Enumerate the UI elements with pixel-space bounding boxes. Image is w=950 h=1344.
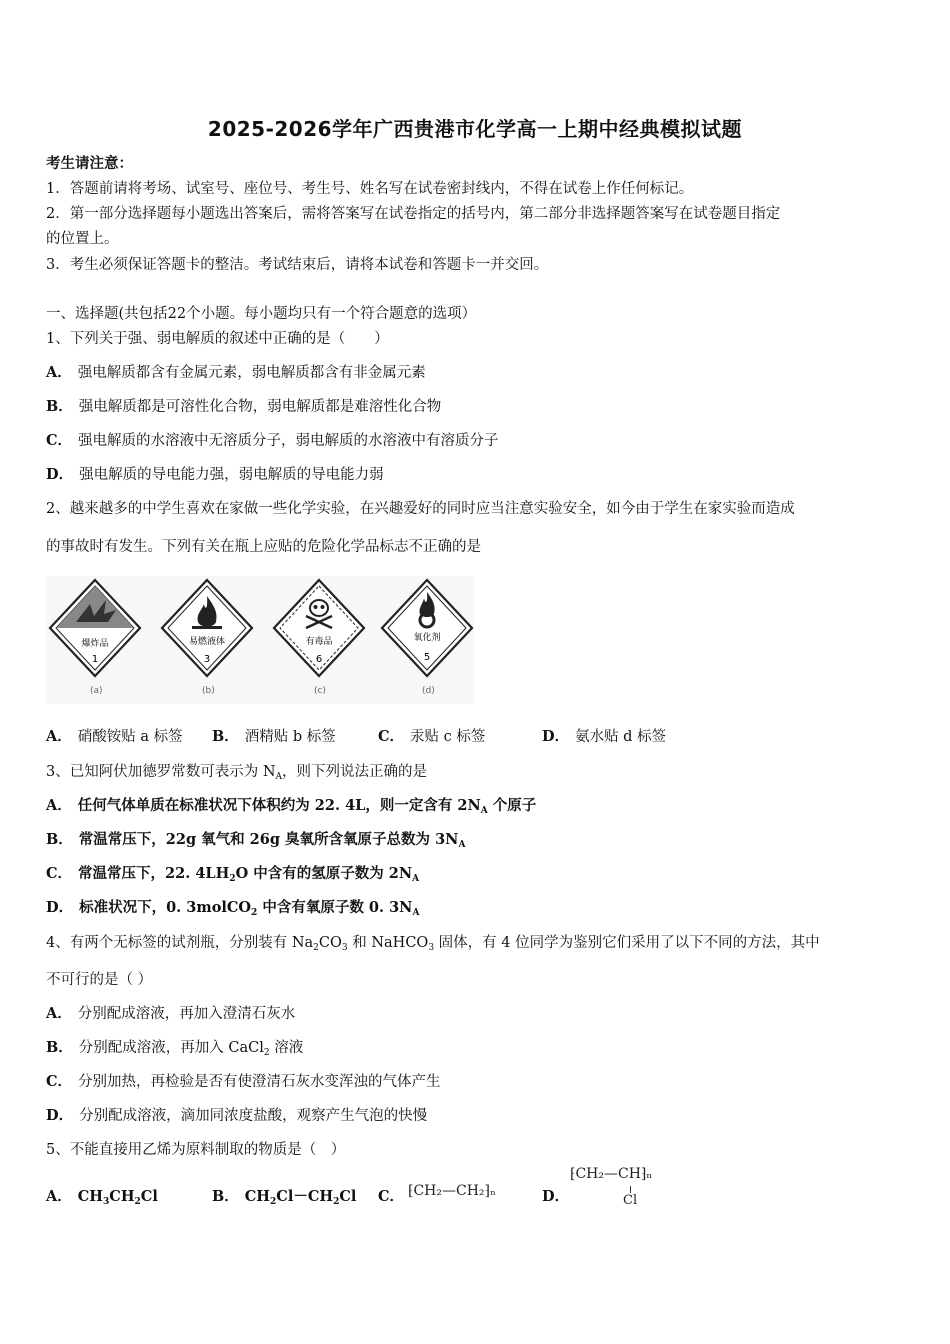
q5-option-b — [212, 1185, 356, 1207]
text-part: CH — [109, 1188, 135, 1205]
notice-item: 3．考生必须保证答题卡的整洁。考试结束后，请将本试卷和答题卡一并交回。 — [46, 257, 549, 273]
option-label: D． — [46, 466, 74, 483]
option-label: A． — [46, 797, 72, 814]
q1-option-b — [46, 395, 441, 416]
q1-option-d — [46, 463, 384, 484]
q5-option-d-formula: ⁅CH₂—CH⁆ₙ — [570, 1166, 653, 1182]
q2-option-c — [378, 725, 485, 746]
subscript: A — [275, 772, 283, 782]
subscript: 3 — [103, 1197, 110, 1207]
question-2-stem-cont: 的事故时有发生。下列有关在瓶上应贴的危险化学品标志不正确的是 — [46, 539, 481, 555]
section-heading: 一、选择题(共包括22个小题。每小题均只有一个符合题意的选项） — [46, 306, 477, 322]
text-part: 4、有两个无标签的试剂瓶，分别装有 Na — [46, 935, 314, 951]
option-label: C． — [46, 865, 73, 882]
option-text: 硝酸铵贴 a 标签 — [77, 729, 183, 745]
option-text: 强电解质都含有金属元素，弱电解质都含有非金属元素 — [77, 365, 426, 381]
q4-option-a — [46, 1002, 295, 1023]
question-1-stem: 1、下列关于强、弱电解质的叙述中正确的是（ ） — [46, 331, 389, 347]
text-part: CO — [318, 935, 342, 951]
text-part: 和 NaHCO — [347, 935, 429, 951]
q1-option-c — [46, 429, 499, 450]
text-part: O 中含有的氢原子数为 2N — [235, 865, 413, 882]
option-text: 汞贴 c 标签 — [410, 729, 486, 745]
option-label: A． — [46, 364, 72, 381]
q4-option-c — [46, 1070, 441, 1091]
option-text: 强电解质都是可溶性化合物，弱电解质都是难溶性化合物 — [78, 399, 442, 415]
subscript: 2 — [229, 874, 236, 884]
subscript: 3 — [428, 943, 435, 953]
q3-option-c — [46, 862, 419, 884]
question-3-stem — [46, 760, 427, 782]
option-text: 酒精贴 b 标签 — [244, 729, 336, 745]
notice-item: 2．第一部分选择题每小题选出答案后，需将答案写在试卷指定的括号内，第二部分非选择题答案写在试卷题目指定 — [46, 206, 781, 222]
text-part: 中含有氧原子数 0. 3N — [257, 899, 413, 916]
sign-number: 6 — [315, 654, 323, 665]
sign-number: 3 — [203, 654, 211, 665]
text-part: 溶液 — [269, 1040, 304, 1056]
option-label: C． — [46, 432, 73, 449]
option-label: D． — [542, 728, 570, 745]
option-label: A． — [46, 1188, 72, 1205]
text-part: 任何气体单质在标准状况下体积约为 22. 4L，则一定含有 2N — [77, 797, 481, 814]
q3-option-b — [46, 828, 465, 850]
bond-line — [630, 1186, 631, 1193]
text-part: 常温常压下，22g 氧气和 26g 臭氧所含氧原子总数为 3N — [78, 831, 459, 848]
q3-option-d — [46, 896, 419, 918]
option-label: B． — [46, 831, 73, 848]
q4-option-b — [46, 1036, 303, 1058]
option-text: 分别配成溶液，滴加同浓度盐酸，观察产生气泡的快慢 — [79, 1108, 428, 1124]
notice-item: 1．答题前请将考场、试室号、座位号、考生号、姓名写在试卷密封线内，不得在试卷上作任何标记。 — [46, 181, 694, 197]
subscript: 2 — [313, 943, 319, 953]
text-part: 3、已知阿伏加德罗常数可表示为 N — [46, 764, 276, 780]
q5-option-c-label: C． — [378, 1188, 405, 1205]
option-label: A． — [46, 728, 72, 745]
subscript: A — [458, 840, 466, 850]
option-label: B． — [212, 1188, 239, 1205]
sign-caption: (a) — [90, 686, 103, 696]
q4-option-d — [46, 1104, 427, 1125]
text-part: 常温常压下，22. 4LH — [78, 865, 230, 882]
oxidizer-sign-icon — [378, 576, 476, 684]
q5-option-d-label: D． — [542, 1188, 570, 1205]
q3-option-a — [46, 794, 536, 816]
option-text: 分别配成溶液，再加入澄清石灰水 — [77, 1006, 296, 1022]
question-5-stem: 5、不能直接用乙烯为原料制取的物质是（ ） — [46, 1142, 346, 1158]
sign-label: 爆炸品 — [81, 639, 109, 649]
sign-number: 5 — [423, 652, 431, 663]
subscript: 2 — [263, 1048, 270, 1058]
question-4-stem-cont: 不可行的是（ ） — [46, 972, 153, 988]
subscript: 3 — [341, 943, 348, 953]
text-part: Cl－CH — [276, 1188, 334, 1205]
option-text: 强电解质的导电能力强，弱电解质的导电能力弱 — [79, 467, 384, 483]
notice-item: 的位置上。 — [46, 231, 119, 247]
option-label: B． — [212, 728, 239, 745]
option-label: D． — [46, 899, 74, 916]
option-label: B． — [46, 1039, 73, 1056]
subscript: 2 — [134, 1197, 141, 1207]
text-part: 个原子 — [487, 797, 537, 814]
question-4-stem — [46, 931, 820, 953]
explosive-sign-icon — [46, 576, 144, 684]
text-part: CH — [244, 1188, 271, 1205]
subscript: 2 — [333, 1197, 340, 1207]
page-title: 2025-2026学年广西贵港市化学高一上期中经典模拟试题 — [207, 117, 743, 141]
sign-caption: (c) — [314, 686, 326, 696]
sign-caption: (b) — [202, 686, 215, 696]
sign-label: 有毒品 — [305, 637, 333, 647]
text-part: CH — [77, 1188, 104, 1205]
q5-option-c-formula: ⁅CH₂—CH₂⁆ₙ — [408, 1183, 497, 1199]
question-2-stem: 2、越来越多的中学生喜欢在家做一些化学实验，在兴趣爱好的同时应当注意实验安全，如今由于学生在家实验而造成 — [46, 501, 795, 517]
toxic-sign-icon — [270, 576, 368, 684]
notice-heading: 考生请注意： — [46, 155, 133, 172]
option-label: D． — [46, 1107, 74, 1124]
subscript: 2 — [270, 1197, 277, 1207]
option-text: 强电解质的水溶液中无溶质分子，弱电解质的水溶液中有溶质分子 — [78, 433, 499, 449]
text-part: Cl — [140, 1188, 158, 1205]
hazard-signs-figure — [46, 576, 474, 704]
option-label: C． — [378, 728, 405, 745]
sign-caption: (d) — [422, 686, 435, 696]
subscript: 2 — [251, 908, 258, 918]
sign-number: 1 — [91, 654, 99, 665]
option-label: B． — [46, 398, 73, 415]
text-part: 分别配成溶液，再加入 CaCl — [78, 1040, 264, 1056]
q2-option-a — [46, 725, 183, 746]
subscript: A — [480, 806, 488, 816]
q1-option-a — [46, 361, 426, 382]
text-part: ，则下列说法正确的是 — [282, 764, 428, 780]
q5-option-d-substituent: Cl — [623, 1193, 638, 1208]
option-label: C． — [46, 1073, 73, 1090]
text-part: 标准状况下，0. 3molCO — [79, 899, 252, 916]
flammable-sign-icon — [158, 576, 256, 684]
q2-option-d — [542, 725, 666, 746]
option-text: 分别加热，再检验是否有使澄清石灰水变浑浊的气体产生 — [78, 1074, 441, 1090]
sign-label: 氧化剂 — [413, 633, 441, 643]
option-label: A． — [46, 1005, 72, 1022]
q2-option-b — [212, 725, 336, 746]
q5-option-a — [46, 1185, 158, 1207]
text-part: 固体，有 4 位同学为鉴别它们采用了以下不同的方法，其中 — [434, 935, 820, 951]
option-text: 氨水贴 d 标签 — [575, 729, 667, 745]
subscript: A — [412, 908, 420, 918]
subscript: A — [412, 874, 420, 884]
text-part: Cl — [339, 1188, 357, 1205]
sign-label: 易燃液体 — [188, 637, 226, 647]
